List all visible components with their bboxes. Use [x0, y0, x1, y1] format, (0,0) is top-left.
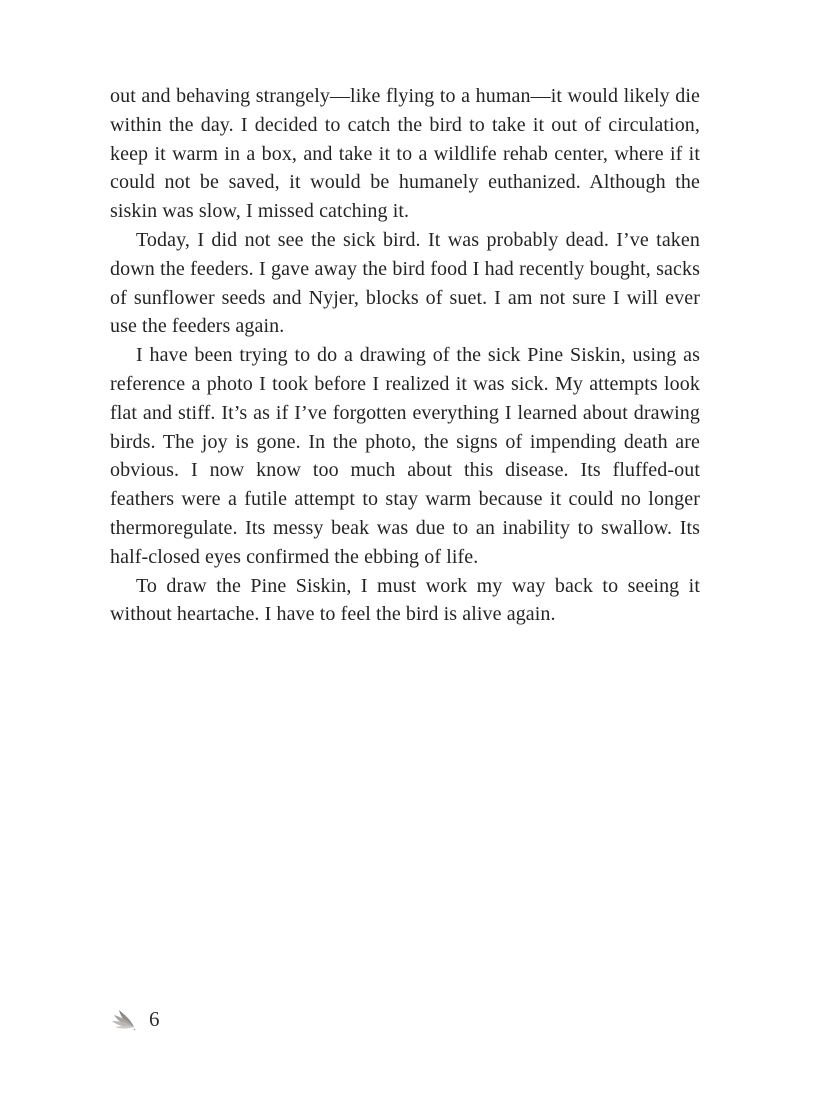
paragraph: To draw the Pine Siskin, I must work my way back to seeing it without heartache. I have to feel the bird is alive again.	[110, 574, 700, 626]
paragraph: Today, I did not see the sick bird. It was probably dead. I’ve taken down the feeders. I gave away the bird food I had recently bought, sacks of sunflower seeds and Nyjer, blocks of suet. I am not sure I will ever use the feeders again.	[110, 228, 700, 338]
fanned-pages-icon	[112, 1006, 138, 1032]
page-number: 6	[149, 1006, 160, 1031]
paragraph: out and behaving strangely—like flying to a human—it would likely die within the day. I decided to catch the bird to take it out of circulation, keep it warm in a box, and take it to a wildlife rehab center, where if it could not be saved, it would be humanely euthanized. Although the siskin was slow, I missed catching it.	[110, 85, 700, 223]
page-footer	[112, 1006, 160, 1032]
paragraph: I have been trying to do a drawing of the sick Pine Siskin, using as reference a photo I took before I realized it was sick. My attempts look flat and stiff. It’s as if I’ve forgotten everything I learned about drawing birds. The joy is gone. In the photo, the signs of impending death are obvious. I now know too much about this disease. Its fluffed-out feathers were a futile attempt to stay warm because it could no longer thermoregulate. Its messy beak was due to an inability to swallow. Its half-closed eyes confirmed the ebbing of life.	[110, 344, 700, 568]
body-text	[110, 82, 700, 629]
